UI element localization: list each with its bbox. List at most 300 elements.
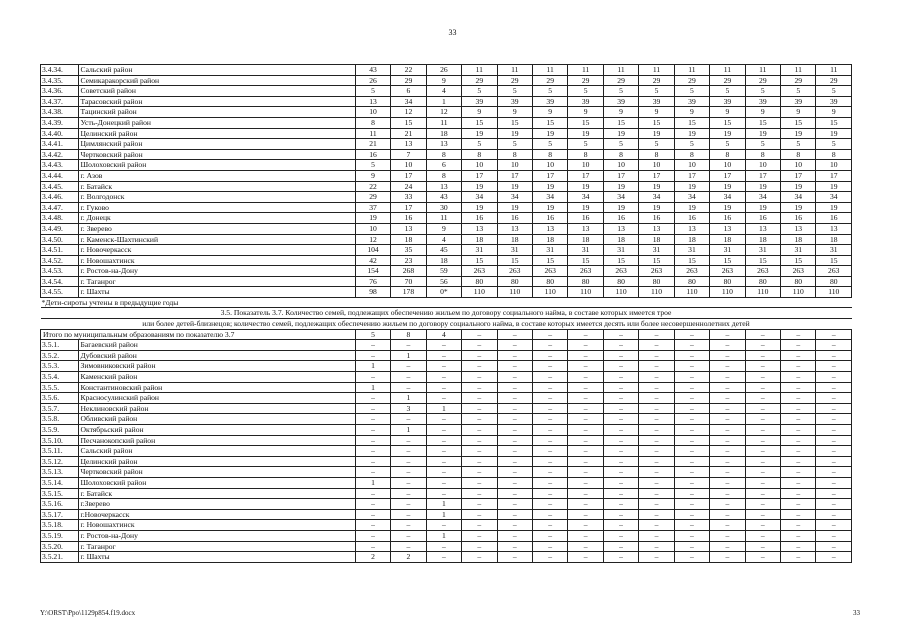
value-cell: – — [745, 340, 780, 351]
value-cell: 15 — [639, 117, 674, 128]
value-cell: 263 — [462, 266, 497, 277]
value-cell: 22 — [391, 65, 426, 76]
row-code: 3.4.47. — [41, 202, 79, 213]
value-cell: – — [674, 530, 709, 541]
value-cell: – — [816, 456, 852, 467]
value-cell: 17 — [391, 170, 426, 181]
value-cell: – — [532, 467, 567, 478]
value-cell: 12 — [391, 107, 426, 118]
value-cell: 98 — [355, 287, 390, 298]
value-cell: – — [674, 435, 709, 446]
value-cell: 11 — [710, 65, 745, 76]
row-label: Каменский район — [78, 372, 355, 383]
row-code: 3.5.8. — [41, 414, 79, 425]
value-cell: 6 — [391, 86, 426, 97]
value-cell: – — [603, 509, 638, 520]
value-cell: 5 — [603, 139, 638, 150]
value-cell: 18 — [426, 255, 461, 266]
value-cell: – — [497, 329, 532, 340]
value-cell: – — [745, 456, 780, 467]
value-cell: – — [639, 361, 674, 372]
value-cell: – — [426, 435, 461, 446]
value-cell: 17 — [603, 170, 638, 181]
value-cell: 29 — [391, 75, 426, 86]
row-label: Шолоховский район — [78, 160, 355, 171]
value-cell: – — [745, 446, 780, 457]
value-cell: 4 — [426, 234, 461, 245]
value-cell: 263 — [674, 266, 709, 277]
value-cell: – — [462, 329, 497, 340]
value-cell: – — [462, 414, 497, 425]
value-cell: – — [816, 329, 852, 340]
value-cell: 21 — [391, 128, 426, 139]
value-cell: 263 — [568, 266, 603, 277]
value-cell: 34 — [532, 192, 567, 203]
value-cell: 4 — [426, 86, 461, 97]
value-cell: – — [710, 520, 745, 531]
table-row — [41, 202, 852, 213]
value-cell: – — [426, 414, 461, 425]
value-cell: – — [426, 446, 461, 457]
value-cell: 80 — [674, 276, 709, 287]
value-cell: 8 — [355, 117, 390, 128]
value-cell: – — [355, 530, 390, 541]
value-cell: – — [391, 477, 426, 488]
value-cell: 1 — [355, 477, 390, 488]
value-cell: 110 — [639, 287, 674, 298]
value-cell: 29 — [816, 75, 852, 86]
row-code: 3.5.5. — [41, 382, 79, 393]
value-cell: 34 — [710, 192, 745, 203]
value-cell: – — [355, 350, 390, 361]
value-cell: – — [816, 446, 852, 457]
value-cell: 19 — [710, 181, 745, 192]
value-cell: – — [532, 403, 567, 414]
value-cell: – — [568, 446, 603, 457]
value-cell: 5 — [355, 329, 390, 340]
value-cell: 15 — [639, 255, 674, 266]
value-cell: – — [745, 509, 780, 520]
value-cell: 9 — [355, 170, 390, 181]
value-cell: – — [816, 425, 852, 436]
value-cell: – — [674, 477, 709, 488]
value-cell: 11 — [497, 65, 532, 76]
value-cell: – — [355, 499, 390, 510]
page-number-top: 33 — [448, 28, 457, 37]
value-cell: – — [745, 403, 780, 414]
value-cell: 8 — [462, 149, 497, 160]
value-cell: – — [674, 403, 709, 414]
value-cell: – — [603, 414, 638, 425]
row-code: 3.5.12. — [41, 456, 79, 467]
row-code: 3.4.35. — [41, 75, 79, 86]
value-cell: 34 — [745, 192, 780, 203]
value-cell: – — [462, 520, 497, 531]
row-code: 3.5.4. — [41, 372, 79, 383]
value-cell: 154 — [355, 266, 390, 277]
value-cell: – — [781, 361, 816, 372]
value-cell: 9 — [745, 107, 780, 118]
value-cell: 110 — [603, 287, 638, 298]
value-cell: – — [355, 509, 390, 520]
value-cell: – — [462, 350, 497, 361]
table-row — [41, 170, 852, 181]
value-cell: – — [674, 340, 709, 351]
value-cell: 39 — [603, 96, 638, 107]
value-cell: – — [816, 361, 852, 372]
row-label: г. Батайск — [78, 181, 355, 192]
value-cell: 11 — [462, 65, 497, 76]
value-cell: 1 — [426, 499, 461, 510]
value-cell: – — [781, 499, 816, 510]
value-cell: – — [462, 467, 497, 478]
value-cell: 8 — [497, 149, 532, 160]
value-cell: – — [639, 382, 674, 393]
value-cell: 35 — [391, 245, 426, 256]
value-cell: 10 — [745, 160, 780, 171]
value-cell: – — [497, 446, 532, 457]
value-cell: 17 — [532, 170, 567, 181]
value-cell: – — [639, 403, 674, 414]
value-cell: – — [745, 361, 780, 372]
row-code: 3.4.39. — [41, 117, 79, 128]
value-cell: – — [781, 520, 816, 531]
footer-file-path: Y:\ORST\Ppo\1129p854.f19.docx — [40, 609, 136, 617]
value-cell: 5 — [745, 86, 780, 97]
value-cell: 263 — [710, 266, 745, 277]
value-cell: – — [532, 477, 567, 488]
value-cell: 19 — [532, 181, 567, 192]
value-cell: – — [568, 414, 603, 425]
value-cell: 13 — [391, 139, 426, 150]
value-cell: 5 — [355, 160, 390, 171]
value-cell: 16 — [745, 213, 780, 224]
value-cell: – — [532, 414, 567, 425]
value-cell: – — [568, 520, 603, 531]
value-cell: 110 — [816, 287, 852, 298]
row-code: 3.5.6. — [41, 393, 79, 404]
value-cell: – — [745, 425, 780, 436]
value-cell: – — [639, 541, 674, 552]
row-label: г. Новочеркасск — [78, 245, 355, 256]
value-cell: 26 — [355, 75, 390, 86]
value-cell: 16 — [497, 213, 532, 224]
value-cell: 5 — [462, 139, 497, 150]
row-code: 3.5.14. — [41, 477, 79, 488]
value-cell: – — [532, 361, 567, 372]
value-cell: – — [781, 372, 816, 383]
value-cell: 13 — [710, 223, 745, 234]
value-cell: – — [391, 382, 426, 393]
value-cell: – — [745, 350, 780, 361]
value-cell: 29 — [781, 75, 816, 86]
value-cell: – — [532, 350, 567, 361]
value-cell: 11 — [816, 65, 852, 76]
value-cell: – — [391, 530, 426, 541]
value-cell: 18 — [462, 234, 497, 245]
value-cell: – — [710, 329, 745, 340]
value-cell: 263 — [497, 266, 532, 277]
table-row — [41, 541, 852, 552]
value-cell: 17 — [745, 170, 780, 181]
value-cell: 1 — [426, 509, 461, 520]
value-cell: 15 — [462, 255, 497, 266]
value-cell: 19 — [639, 128, 674, 139]
value-cell: – — [603, 488, 638, 499]
value-cell: 34 — [568, 192, 603, 203]
value-cell: 10 — [462, 160, 497, 171]
value-cell: 13 — [781, 223, 816, 234]
value-cell: 19 — [781, 181, 816, 192]
value-cell: – — [497, 361, 532, 372]
value-cell: – — [355, 372, 390, 383]
value-cell: – — [532, 435, 567, 446]
value-cell: 17 — [497, 170, 532, 181]
row-label: Обливский район — [78, 414, 355, 425]
value-cell: 39 — [639, 96, 674, 107]
value-cell: 18 — [391, 234, 426, 245]
value-cell: – — [816, 382, 852, 393]
value-cell: – — [426, 467, 461, 478]
row-label: Красносулинский район — [78, 393, 355, 404]
value-cell: – — [816, 340, 852, 351]
value-cell: – — [674, 467, 709, 478]
value-cell: 19 — [568, 181, 603, 192]
value-cell: 34 — [497, 192, 532, 203]
value-cell: – — [462, 372, 497, 383]
value-cell: 9 — [462, 107, 497, 118]
value-cell: 18 — [426, 128, 461, 139]
value-cell: 15 — [710, 255, 745, 266]
row-code: 3.5.17. — [41, 509, 79, 520]
value-cell: – — [497, 340, 532, 351]
value-cell: – — [781, 552, 816, 563]
value-cell: 263 — [781, 266, 816, 277]
table-row — [41, 223, 852, 234]
value-cell: 34 — [391, 96, 426, 107]
row-code: 3.4.45. — [41, 181, 79, 192]
table-row — [41, 255, 852, 266]
value-cell: 3 — [391, 403, 426, 414]
value-cell: – — [639, 414, 674, 425]
value-cell: – — [355, 393, 390, 404]
value-cell: – — [426, 488, 461, 499]
value-cell: – — [568, 541, 603, 552]
value-cell: 7 — [391, 149, 426, 160]
value-cell: 5 — [639, 86, 674, 97]
row-label: г. Батайск — [78, 488, 355, 499]
section-heading-line1: 3.5. Показатель 3.7. Количество семей, подлежащих обеспечению жильем по договору социального найма, в составе которых имеется трое — [41, 308, 852, 319]
value-cell: 17 — [462, 170, 497, 181]
value-cell: 11 — [426, 213, 461, 224]
value-cell: 13 — [816, 223, 852, 234]
value-cell: – — [639, 446, 674, 457]
value-cell: 8 — [710, 149, 745, 160]
value-cell: – — [639, 530, 674, 541]
row-code: 3.5.13. — [41, 467, 79, 478]
row-label: Целинский район — [78, 128, 355, 139]
value-cell: – — [639, 520, 674, 531]
value-cell: – — [462, 393, 497, 404]
value-cell: 19 — [532, 128, 567, 139]
value-cell: – — [710, 488, 745, 499]
value-cell: 13 — [568, 223, 603, 234]
value-cell: 19 — [497, 202, 532, 213]
value-cell: – — [568, 340, 603, 351]
value-cell: – — [781, 530, 816, 541]
value-cell: 5 — [532, 139, 567, 150]
row-label: г.Новочеркасск — [78, 509, 355, 520]
value-cell: 110 — [710, 287, 745, 298]
value-cell: – — [603, 530, 638, 541]
table-row — [41, 477, 852, 488]
row-label: Сальский район — [78, 446, 355, 457]
value-cell: 263 — [532, 266, 567, 277]
value-cell: – — [568, 499, 603, 510]
row-code: 3.4.53. — [41, 266, 79, 277]
value-cell: – — [391, 467, 426, 478]
value-cell: 9 — [426, 75, 461, 86]
value-cell: – — [462, 446, 497, 457]
value-cell: 8 — [639, 149, 674, 160]
value-cell: 80 — [568, 276, 603, 287]
value-cell: 19 — [603, 181, 638, 192]
value-cell: 15 — [497, 117, 532, 128]
value-cell: 19 — [816, 181, 852, 192]
value-cell: – — [710, 414, 745, 425]
table-row — [41, 425, 852, 436]
value-cell: 18 — [497, 234, 532, 245]
row-label: г. Новошахтинск — [78, 255, 355, 266]
value-cell: 5 — [462, 86, 497, 97]
value-cell: 34 — [639, 192, 674, 203]
table-row — [41, 414, 852, 425]
value-cell: 17 — [391, 202, 426, 213]
row-label: г. Волгодонск — [78, 192, 355, 203]
table2-body — [41, 329, 852, 562]
value-cell: 5 — [497, 139, 532, 150]
value-cell: 33 — [391, 192, 426, 203]
table-row — [41, 181, 852, 192]
value-cell: – — [532, 488, 567, 499]
value-cell: – — [710, 499, 745, 510]
value-cell: – — [532, 499, 567, 510]
value-cell: 0* — [426, 287, 461, 298]
row-code: 3.5.9. — [41, 425, 79, 436]
value-cell: – — [391, 488, 426, 499]
value-cell: 16 — [532, 213, 567, 224]
value-cell: – — [816, 488, 852, 499]
value-cell: – — [355, 446, 390, 457]
value-cell: – — [710, 530, 745, 541]
value-cell: 9 — [781, 107, 816, 118]
value-cell: – — [745, 520, 780, 531]
value-cell: 10 — [532, 160, 567, 171]
value-cell: 37 — [355, 202, 390, 213]
value-cell: 19 — [639, 202, 674, 213]
value-cell: 18 — [674, 234, 709, 245]
value-cell: 13 — [391, 223, 426, 234]
value-cell: 10 — [497, 160, 532, 171]
value-cell: – — [710, 509, 745, 520]
section-heading-row-2 — [41, 319, 852, 330]
value-cell: 31 — [781, 245, 816, 256]
value-cell: – — [426, 361, 461, 372]
row-label: Цимлянский район — [78, 139, 355, 150]
value-cell: – — [568, 552, 603, 563]
value-cell: 13 — [462, 223, 497, 234]
value-cell: – — [816, 414, 852, 425]
value-cell: – — [603, 329, 638, 340]
value-cell: – — [710, 446, 745, 457]
row-label: Усть-Донецкий район — [78, 117, 355, 128]
table-row — [41, 340, 852, 351]
value-cell: 29 — [639, 75, 674, 86]
value-cell: 31 — [603, 245, 638, 256]
value-cell: 5 — [816, 139, 852, 150]
value-cell: 39 — [816, 96, 852, 107]
value-cell: 11 — [603, 65, 638, 76]
value-cell: – — [568, 372, 603, 383]
value-cell: – — [603, 372, 638, 383]
value-cell: 2 — [355, 552, 390, 563]
value-cell: 15 — [816, 255, 852, 266]
value-cell: – — [532, 509, 567, 520]
value-cell: 31 — [497, 245, 532, 256]
table-row — [41, 530, 852, 541]
value-cell: 12 — [426, 107, 461, 118]
value-cell: 5 — [568, 139, 603, 150]
value-cell: – — [426, 541, 461, 552]
value-cell: 22 — [355, 181, 390, 192]
section-heading-row-1 — [41, 308, 852, 319]
value-cell: 8 — [674, 149, 709, 160]
value-cell: – — [532, 552, 567, 563]
value-cell: – — [355, 520, 390, 531]
value-cell: – — [426, 372, 461, 383]
value-cell: – — [781, 477, 816, 488]
value-cell: 19 — [462, 202, 497, 213]
value-cell: 39 — [710, 96, 745, 107]
value-cell: 17 — [816, 170, 852, 181]
value-cell: 34 — [603, 192, 638, 203]
value-cell: 13 — [639, 223, 674, 234]
value-cell: – — [745, 488, 780, 499]
value-cell: 9 — [710, 107, 745, 118]
value-cell: 43 — [426, 192, 461, 203]
value-cell: – — [426, 552, 461, 563]
value-cell: – — [568, 530, 603, 541]
value-cell: 29 — [674, 75, 709, 86]
value-cell: – — [532, 446, 567, 457]
value-cell: 268 — [391, 266, 426, 277]
row-label: г. Каменск-Шахтинский — [78, 234, 355, 245]
value-cell: 13 — [426, 139, 461, 150]
value-cell: 15 — [745, 117, 780, 128]
value-cell: 15 — [816, 117, 852, 128]
value-cell: 15 — [603, 255, 638, 266]
value-cell: – — [710, 350, 745, 361]
row-label: г. Новошахтинск — [78, 520, 355, 531]
value-cell: – — [603, 361, 638, 372]
value-cell: 110 — [781, 287, 816, 298]
row-code: 3.5.16. — [41, 499, 79, 510]
value-cell: – — [355, 403, 390, 414]
value-cell: – — [603, 541, 638, 552]
row-code: 3.4.51. — [41, 245, 79, 256]
value-cell: 19 — [568, 128, 603, 139]
row-code: 3.4.55. — [41, 287, 79, 298]
